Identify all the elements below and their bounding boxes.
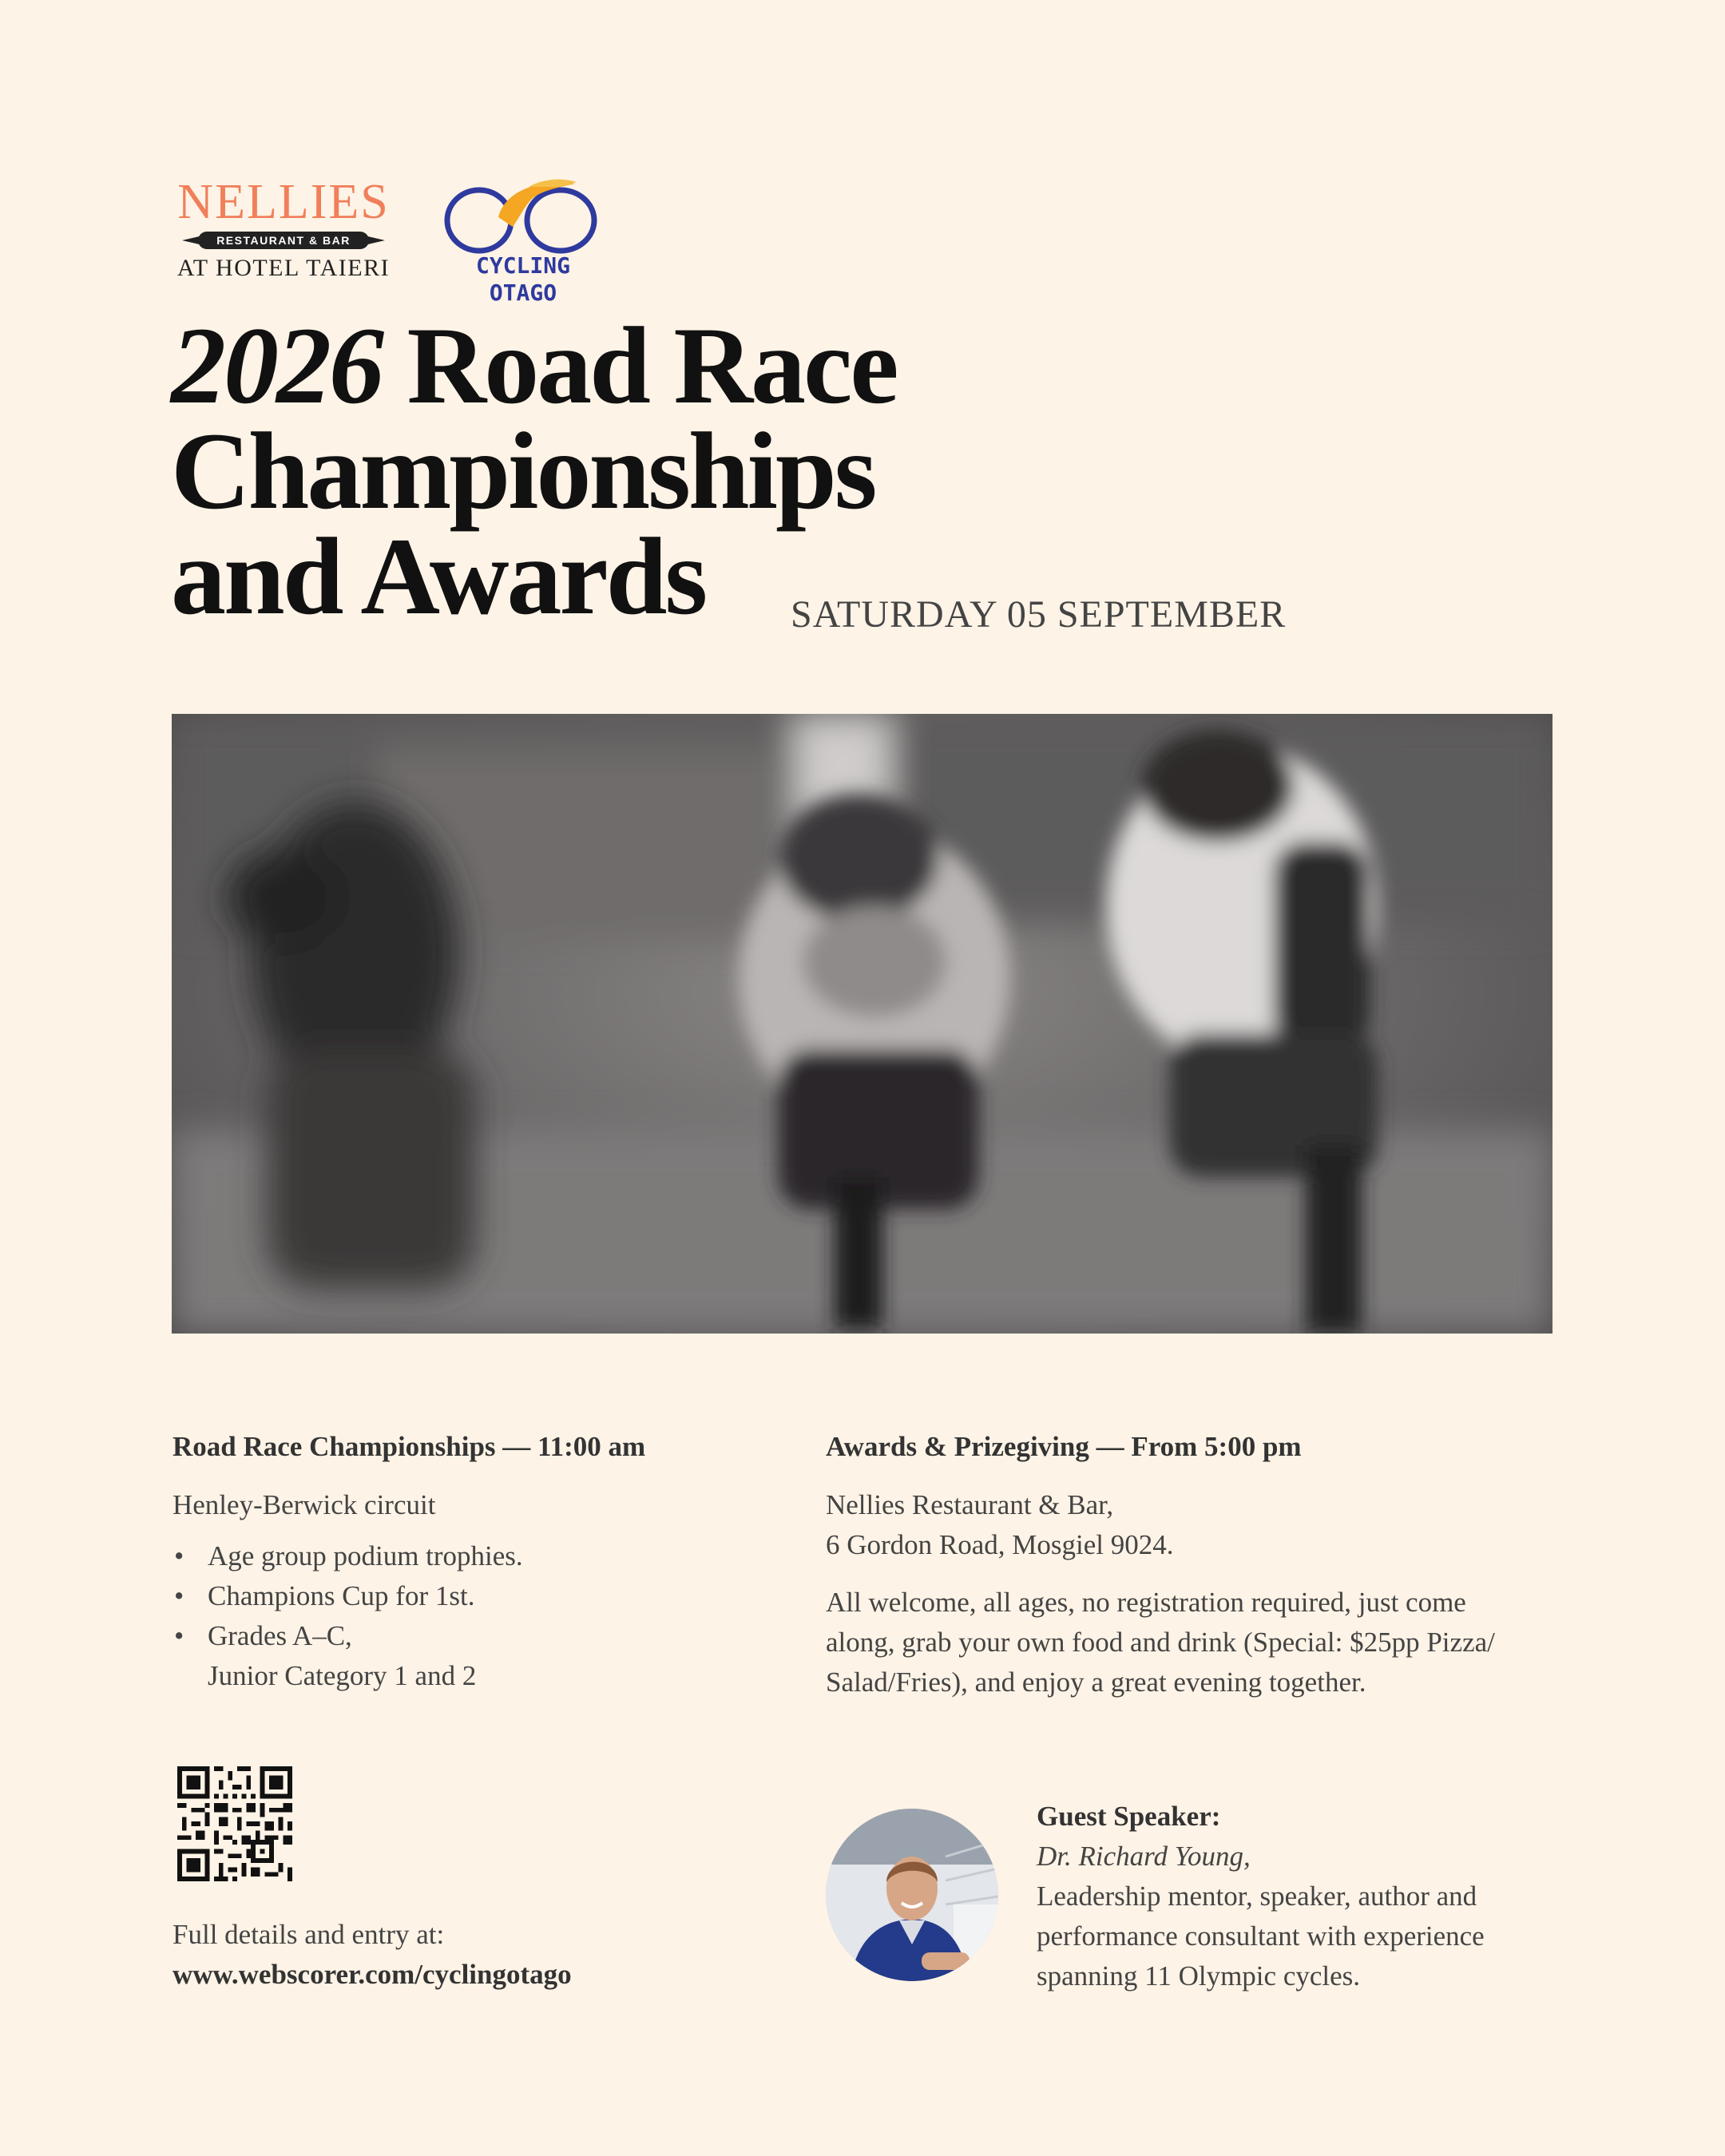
title-line-1-rest: Road Race xyxy=(382,304,897,426)
speaker-name: Dr. Richard Young, xyxy=(1037,1841,1251,1872)
bullet-icon: • xyxy=(174,1540,184,1571)
race-location: Henley-Berwick circuit xyxy=(172,1489,436,1520)
nellies-logo-location: AT HOTEL TAIERI xyxy=(176,255,391,281)
speaker-avatar-image xyxy=(826,1809,998,1981)
race-features-list xyxy=(172,1536,779,1696)
guest-speaker xyxy=(1037,1797,1548,1996)
entry-details xyxy=(172,1915,572,1995)
list-item xyxy=(172,1536,779,1576)
speaker-avatar xyxy=(826,1809,998,1981)
awards-venue-address: 6 Gordon Road, Mosgiel 9024. xyxy=(826,1529,1174,1560)
speaker-bio-line: performance consultant with experience xyxy=(1037,1920,1485,1952)
title-line-2: Championships xyxy=(171,410,875,532)
bullet-icon: • xyxy=(174,1580,184,1611)
qr-code[interactable] xyxy=(177,1766,292,1881)
awards-section xyxy=(826,1429,1545,1702)
awards-description-line: All welcome, all ages, no registration required, just come xyxy=(826,1587,1466,1618)
title-year: 2026 xyxy=(171,304,382,426)
awards-venue xyxy=(826,1485,1545,1565)
page-title xyxy=(171,304,1129,637)
list-item xyxy=(172,1576,779,1616)
cycling-otago-emblem-icon xyxy=(441,176,605,256)
speaker-bio-line: spanning 11 Olympic cycles. xyxy=(1037,1960,1361,1992)
cycling-otago-logo xyxy=(441,176,605,306)
awards-venue-name: Nellies Restaurant & Bar, xyxy=(826,1489,1114,1520)
list-item xyxy=(172,1616,779,1696)
race-feature-text: Age group podium trophies. xyxy=(208,1540,523,1571)
awards-description xyxy=(826,1583,1545,1702)
race-feature-text: Champions Cup for 1st. xyxy=(208,1580,475,1611)
cycling-otago-wordmark: CYCLING OTAGO xyxy=(475,252,570,306)
event-date: SATURDAY 05 SEPTEMBER xyxy=(791,593,1287,636)
hero-photo xyxy=(172,714,1552,1334)
awards-description-line: along, grab your own food and drink (Special: $25pp Pizza/ xyxy=(826,1627,1495,1658)
awards-heading: Awards & Prizegiving — From 5:00 pm xyxy=(826,1431,1302,1462)
race-feature-continuation: Junior Category 1 and 2 xyxy=(208,1660,477,1691)
speaker-heading: Guest Speaker: xyxy=(1037,1801,1221,1832)
awards-description-line: Salad/Fries), and enjoy a great evening together. xyxy=(826,1667,1366,1698)
race-heading: Road Race Championships — 11:00 am xyxy=(172,1431,646,1462)
entry-url-link[interactable]: www.webscorer.com/cyclingotago xyxy=(172,1959,572,1990)
hero-photo-image xyxy=(172,714,1552,1334)
race-section xyxy=(172,1429,779,1696)
entry-label: Full details and entry at: xyxy=(172,1919,445,1950)
bullet-icon: • xyxy=(174,1620,184,1651)
speaker-bio-line: Leadership mentor, speaker, author and xyxy=(1037,1881,1477,1912)
title-line-3: and Awards xyxy=(171,515,706,637)
title-line-1 xyxy=(171,304,1129,426)
nellies-logo-subtitle: RESTAURANT & BAR xyxy=(216,234,351,247)
nellies-logo xyxy=(171,177,396,286)
race-feature-text: Grades A–C, xyxy=(208,1620,352,1651)
nellies-logo-name: NELLIES xyxy=(177,175,390,229)
